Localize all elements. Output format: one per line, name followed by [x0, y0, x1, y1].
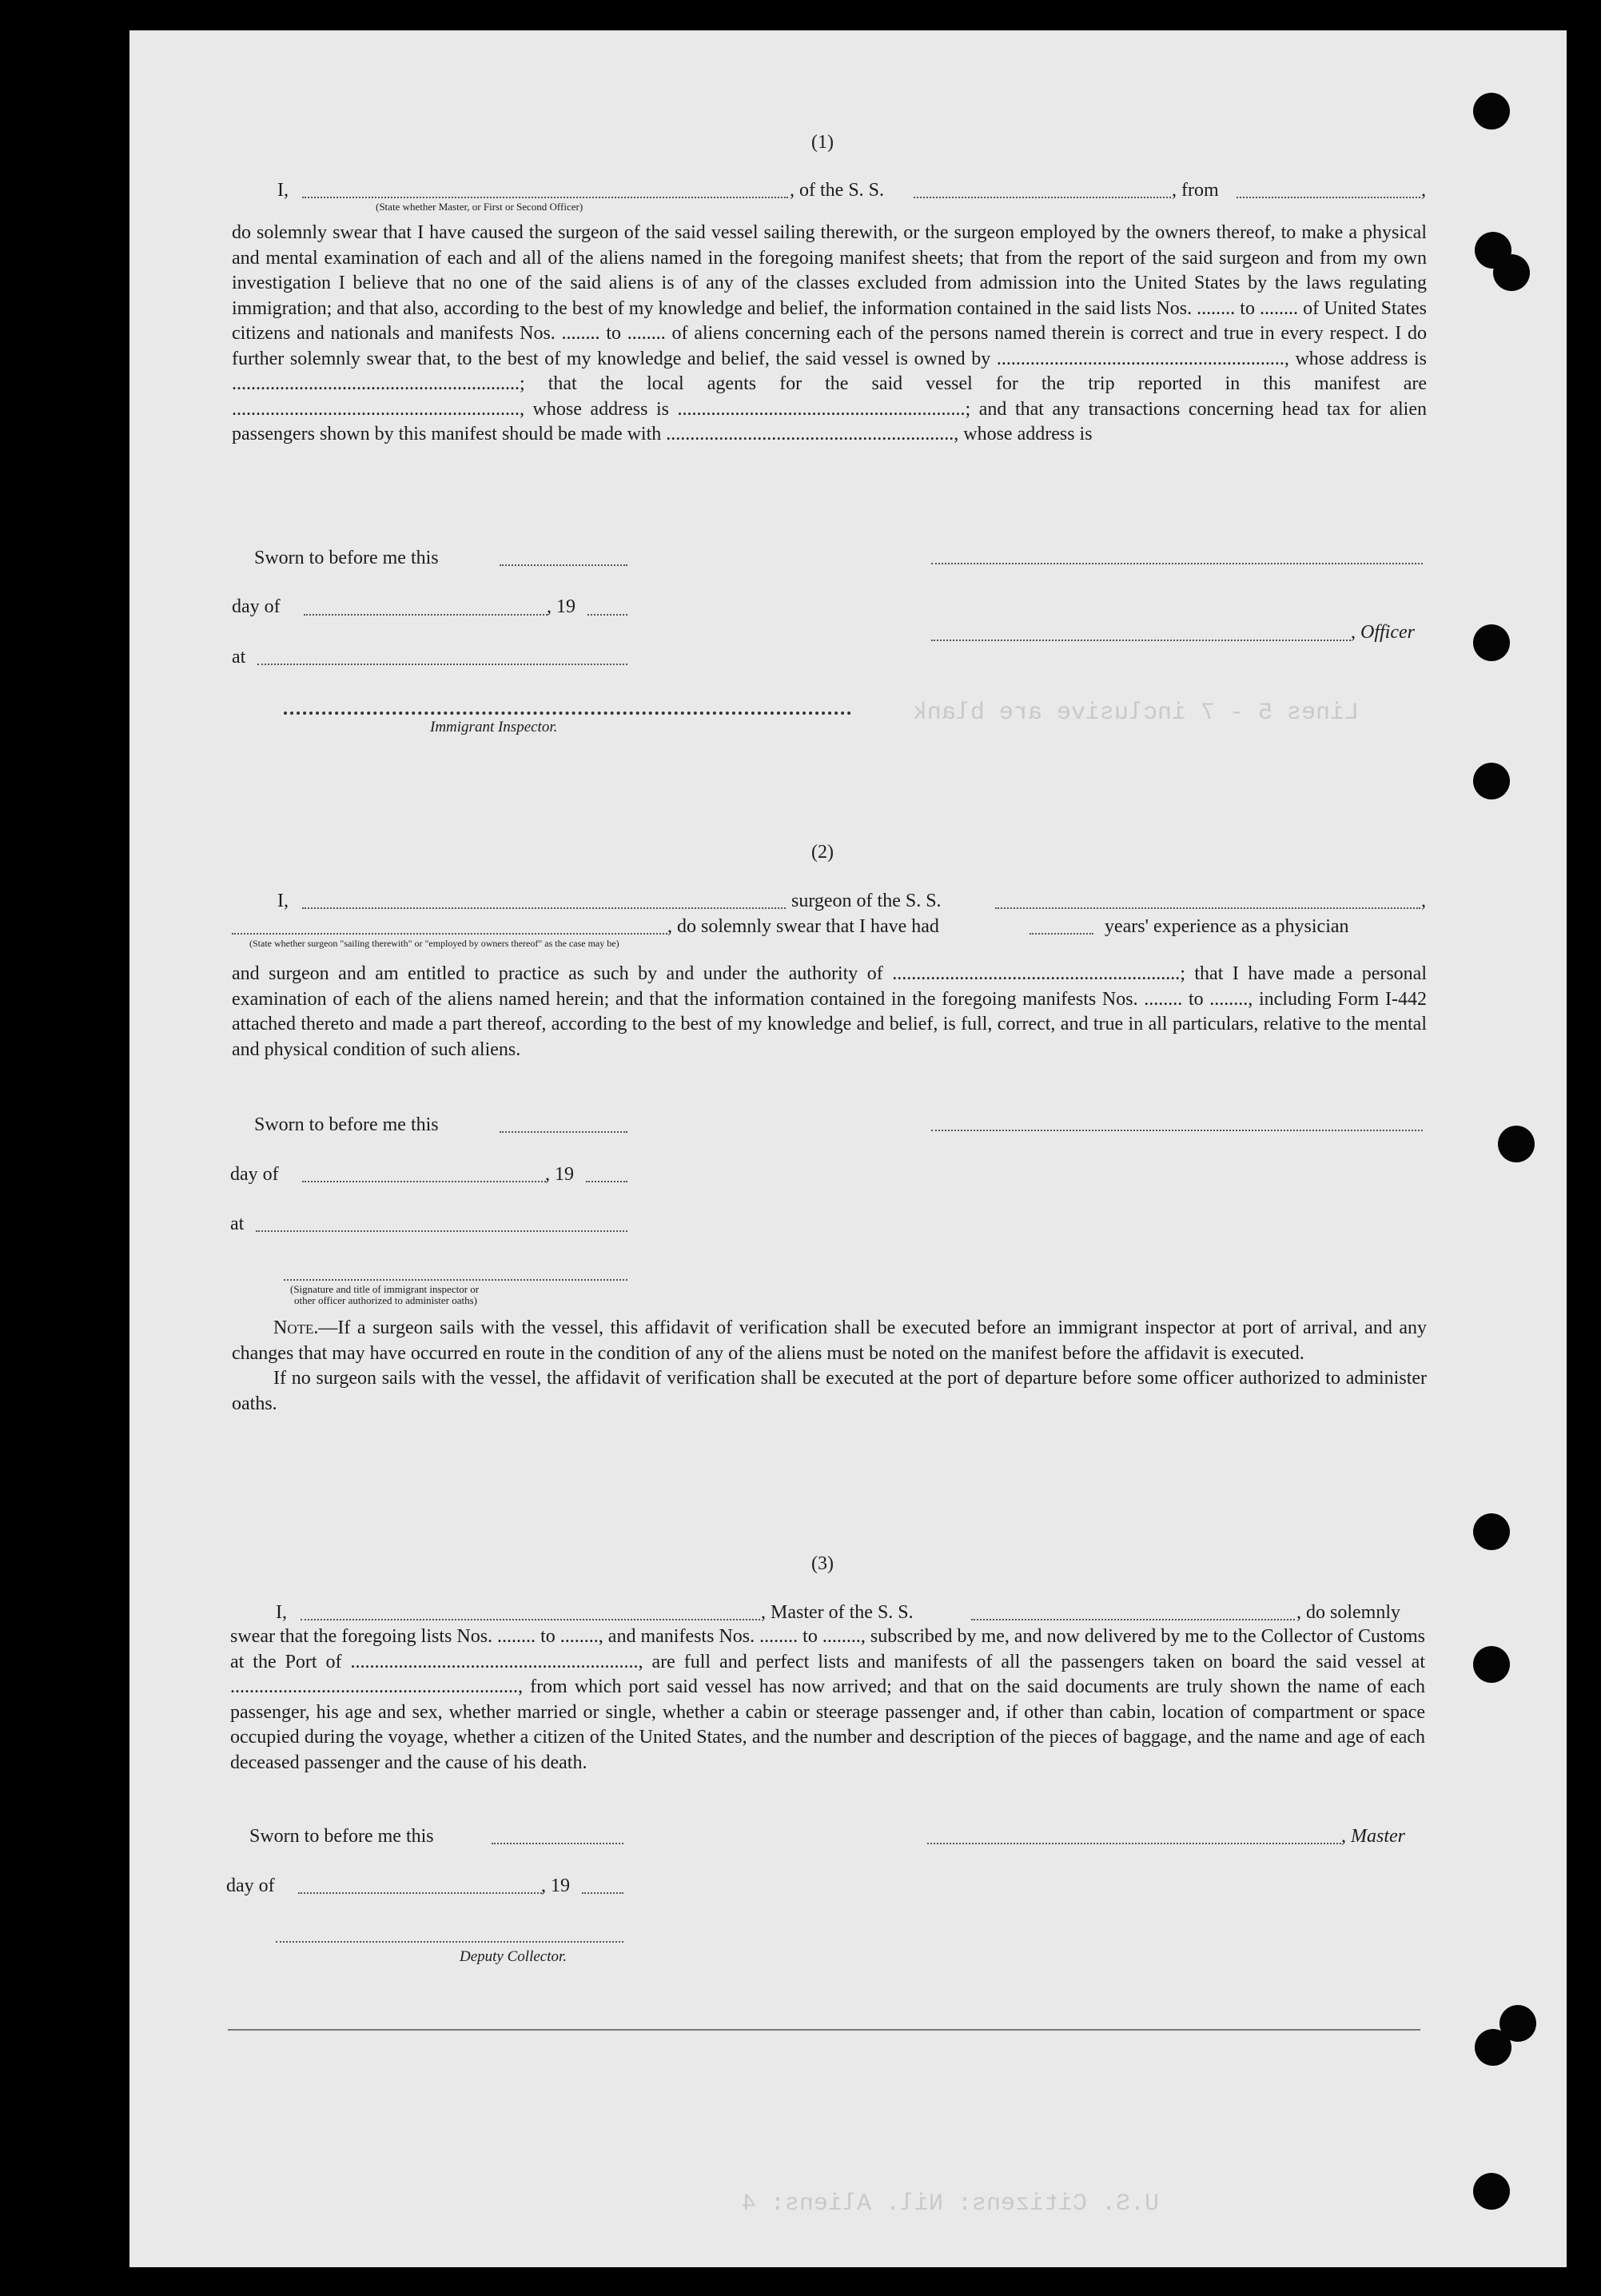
- punch-hole: [1473, 93, 1510, 130]
- section-number: (3): [811, 1553, 834, 1574]
- master-signature-field[interactable]: [927, 1843, 1341, 1844]
- paragraph-text: do solemnly swear that I have caused the surgeon of the said vessel sailing therewith, or the surgeon employed by the owners thereof, to make a physical and mental examination of each and all of the aliens named in the foregoing manifest sheets; that from the report of the said surgeon and from my own investigation I believe that no one of the said aliens is of any of the classes excluded from admission into the United States by the laws regulating immigration; and that also, according to the best of my knowledge and belief, the information contained in the said lists Nos. ........ to ........ of United States citizens and nationals and manifests Nos. ........ to ........ of aliens concerning each of the persons named therein is correct and true in every respect. I do further solemnly swear that, to the best of my knowledge and belief, the said vessel is owned by ............................................................, whose address is ............................................................; that the local agents for the said vessel for the trip reported in this manifest are ............................................................, whose address is ............................................................; and that any transactions concerning head tax for alien passengers shown by this manifest should be made with ............................................................, whose address is: [232, 222, 1427, 444]
- intro-i: I,: [277, 891, 289, 911]
- day-of-label: day of: [232, 596, 281, 617]
- bottom-rule: [228, 2029, 1420, 2031]
- sworn-label: Sworn to before me this: [254, 1114, 439, 1135]
- years-label: years' experience as a physician: [1105, 916, 1349, 937]
- from-label: , from: [1172, 180, 1219, 201]
- paragraph-text: swear that the foregoing lists Nos. ........ to ........, and manifests Nos. ........ to ........, subscribed by me, and now delivered by me to the Collector of Customs at the Port of ............................................................, are full and perfect lists and manifests of all the passengers taken on board the said vessel at ............................................................, from which port said vessel has now arrived; and that on the said documents are truly shown the name of each passenger, his age and sex, whether married or single, whether a cabin or steerage passenger and, if other than cabin, location of compartment or space occupied during the voyage, whether a citizen of the United States, and the number and description of the pieces of baggage, and the name and age of each deceased passenger and the cause of his death.: [230, 1626, 1425, 1773]
- punch-hole: [1473, 1513, 1510, 1550]
- comma: ,: [1421, 891, 1426, 911]
- bleed-through-text: U.S. Citizens: Nil. Aliens: 4: [741, 2190, 1159, 2218]
- year-label: , 19: [545, 1164, 574, 1185]
- note-text: —If a surgeon sails with the vessel, this affidavit of verification shall be executed before an immigrant inspector at port of arrival, and any changes that may have occurred en route in the condition of any of the aliens must be noted on the manifest before the affidavit is executed.: [232, 1317, 1427, 1364]
- day-of-label: day of: [230, 1164, 279, 1185]
- section-number: (1): [811, 132, 834, 153]
- ship-name-field[interactable]: [914, 197, 1171, 198]
- officer-name-field[interactable]: [302, 197, 788, 198]
- officer-signature-top[interactable]: [931, 563, 1423, 564]
- day-of-field[interactable]: [304, 614, 548, 616]
- day-of-field[interactable]: [298, 1892, 542, 1894]
- surgeon-signature-field[interactable]: [931, 1130, 1423, 1131]
- master-title: , Master: [1341, 1826, 1405, 1847]
- day-of-label: day of: [226, 1875, 275, 1896]
- surgeon-of-label: surgeon of the S. S.: [791, 891, 942, 911]
- ship-name-field[interactable]: [971, 1619, 1295, 1620]
- sworn-date-field[interactable]: [500, 1131, 627, 1133]
- inspector-caption: Immigrant Inspector.: [430, 719, 558, 735]
- day-of-field[interactable]: [302, 1181, 546, 1182]
- at-label: at: [230, 1214, 245, 1234]
- note-paragraph: If no surgeon sails with the vessel, the affidavit of verification shall be executed at the port of departure before some officer authorized to administer oaths.: [232, 1368, 1427, 1414]
- section-3-body: [230, 1624, 1425, 1776]
- signature-caption: other officer authorized to administer oaths): [294, 1294, 477, 1306]
- inspector-signature-field[interactable]: [284, 712, 851, 715]
- surgeon-caption: (State whether surgeon "sailing therewith" or "employed by owners thereof" as the case may be): [249, 938, 619, 949]
- at-field[interactable]: [257, 664, 627, 665]
- inspector-signature-field[interactable]: [284, 1279, 627, 1281]
- section-1-body: [232, 221, 1427, 448]
- signature-caption: (Signature and title of immigrant inspector or: [290, 1283, 480, 1295]
- year-label: , 19: [541, 1875, 570, 1896]
- comma: ,: [1421, 180, 1426, 201]
- note-label: Note.: [273, 1317, 319, 1338]
- section-2-body: [232, 962, 1427, 1062]
- paragraph-text: and surgeon and am entitled to practice as such by and under the authority of ............................................................; that I have made a personal examination of each of the aliens named herein; and that the information contained in the foregoing manifests Nos. ........ to ........, including Form I-442 attached thereto and made a part thereof, according to the best of my knowledge and belief, is full, correct, and true in all particulars, relative to the mental and physical condition of such aliens.: [232, 963, 1427, 1060]
- sworn-label: Sworn to before me this: [249, 1826, 434, 1847]
- bleed-through-text: Lines 5 - 7 inclusive are blank: [912, 700, 1359, 727]
- sworn-date-field[interactable]: [492, 1843, 623, 1844]
- officer-title: , Officer: [1351, 622, 1415, 643]
- year-field[interactable]: [587, 614, 627, 616]
- punch-hole: [1473, 624, 1510, 661]
- surgeon-name-field[interactable]: [302, 907, 786, 909]
- punch-hole: [1473, 763, 1510, 799]
- at-label: at: [232, 647, 246, 668]
- years-field[interactable]: [1029, 933, 1093, 935]
- punch-hole: [1473, 1646, 1510, 1683]
- surgeon-type-field[interactable]: [232, 933, 667, 935]
- sworn-label: Sworn to before me this: [254, 548, 439, 568]
- punch-hole: [1493, 254, 1530, 291]
- solemnly-label: , do solemnly swear that I have had: [667, 916, 939, 937]
- intro-i: I,: [276, 1602, 287, 1623]
- year-field[interactable]: [582, 1892, 623, 1894]
- officer-caption: (State whether Master, or First or Second Officer): [376, 201, 583, 213]
- do-solemnly-label: , do solemnly: [1296, 1602, 1400, 1623]
- of-ss-label: , of the S. S.: [790, 180, 885, 201]
- collector-caption: Deputy Collector.: [460, 1948, 568, 1965]
- punch-hole: [1475, 2029, 1511, 2066]
- at-field[interactable]: [256, 1230, 627, 1232]
- ship-name-field[interactable]: [995, 907, 1420, 909]
- officer-signature-field[interactable]: [931, 640, 1351, 641]
- port-from-field[interactable]: [1237, 197, 1420, 198]
- punch-hole: [1498, 1126, 1535, 1162]
- note: [232, 1316, 1427, 1417]
- note-paragraph: [232, 1316, 1427, 1366]
- sworn-date-field[interactable]: [500, 564, 627, 566]
- year-label: , 19: [547, 596, 575, 617]
- master-of-label: , Master of the S. S.: [761, 1602, 914, 1623]
- master-name-field[interactable]: [301, 1619, 760, 1620]
- section-number: (2): [811, 842, 834, 863]
- collector-signature-field[interactable]: [276, 1941, 623, 1943]
- intro-i: I,: [277, 180, 289, 201]
- year-field[interactable]: [586, 1181, 627, 1182]
- punch-hole: [1473, 2173, 1510, 2210]
